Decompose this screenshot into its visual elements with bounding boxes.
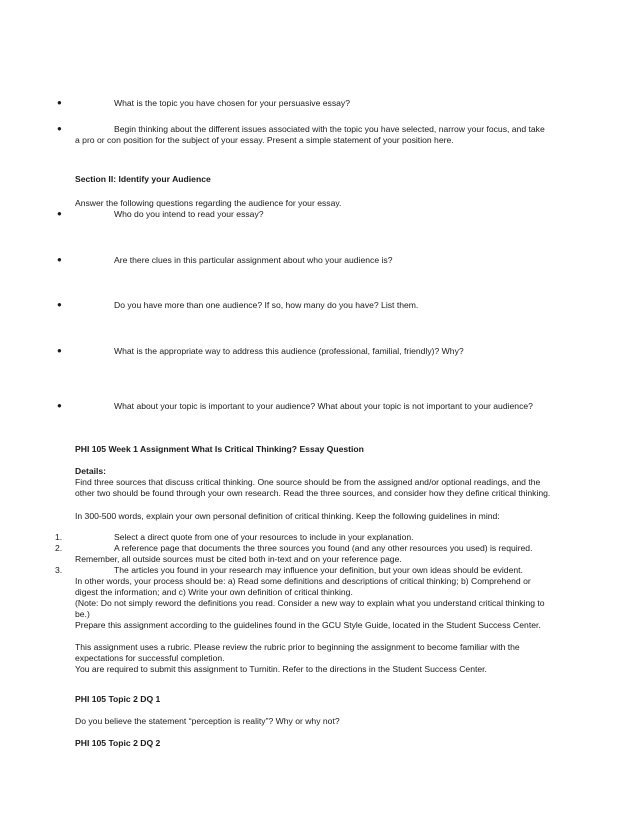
question-text: What is the appropriate way to address this audience (professional, familial, friendly)? Why? [114, 346, 464, 356]
item-text: A reference page that documents the three sources you found (and any other resources you used) is required. Remember, all outside sources must be cited both in-text and on your reference page. [75, 543, 533, 565]
details-paragraph: You are required to submit this assignment to Turnitin. Refer to the directions in the Student Success Center. [75, 664, 487, 674]
details-paragraph: In other words, your process should be: a) Read some definitions and descriptions of critical thinking; b) Comprehend or digest the information; and c) Write your own definition of critical thinking. [75, 576, 531, 598]
item-number: 3. [55, 565, 63, 575]
bullet-icon: ● [57, 209, 62, 218]
question-text: Begin thinking about the different issues associated with the topic you have selected, narrow your focus, and take a pro or con position for the subject of your essay. Present a simple statement of your position here. [75, 124, 545, 146]
bullet-icon: ● [57, 346, 62, 355]
section-intro: Answer the following questions regarding the audience for your essay. [75, 198, 342, 208]
details-paragraph: This assignment uses a rubric. Please review the rubric prior to beginning the assignment to become familiar with the expectations for successful completion. [75, 642, 520, 664]
details-paragraph: (Note: Do not simply reword the definitions you read. Consider a new way to explain what you understand critical thinking to be.) [75, 598, 545, 620]
item-number: 1. [55, 532, 63, 542]
dq-heading: PHI 105 Topic 2 DQ 2 [75, 738, 161, 748]
assignment-heading: PHI 105 Week 1 Assignment What Is Critical Thinking? Essay Question [75, 444, 364, 454]
dq-question: Do you believe the statement “perception is reality”? Why or why not? [75, 716, 340, 726]
details-paragraph: Prepare this assignment according to the guidelines found in the GCU Style Guide, located in the Student Success Center. [75, 620, 541, 630]
bullet-icon: ● [57, 255, 62, 264]
bullet-icon: ● [57, 124, 62, 133]
question-text: Who do you intend to read your essay? [114, 209, 264, 219]
details-label: Details: [75, 466, 107, 476]
section-heading: Section II: Identify your Audience [75, 174, 211, 184]
bullet-icon: ● [57, 401, 62, 410]
item-text: Select a direct quote from one of your resources to include in your explanation. [114, 532, 414, 542]
question-text: What is the topic you have chosen for your persuasive essay? [114, 98, 350, 108]
details-paragraph: Find three sources that discuss critical thinking. One source should be from the assigned and/or optional readings, and the other two should be found through your own research. Read the three sources, and consider how they define critical thinking. [75, 477, 551, 499]
question-text: Do you have more than one audience? If so, how many do you have? List them. [114, 300, 419, 310]
question-text: Are there clues in this particular assignment about who your audience is? [114, 255, 393, 265]
bullet-icon: ● [57, 300, 62, 309]
item-number: 2. [55, 543, 63, 553]
question-text: What about your topic is important to your audience? What about your topic is not important to your audience? [114, 401, 533, 411]
details-paragraph: In 300-500 words, explain your own personal definition of critical thinking. Keep the following guidelines in mind: [75, 511, 500, 521]
item-text: The articles you found in your research may influence your definition, but your own ideas should be evident. [114, 565, 523, 575]
dq-heading: PHI 105 Topic 2 DQ 1 [75, 694, 161, 704]
bullet-icon: ● [57, 98, 62, 107]
